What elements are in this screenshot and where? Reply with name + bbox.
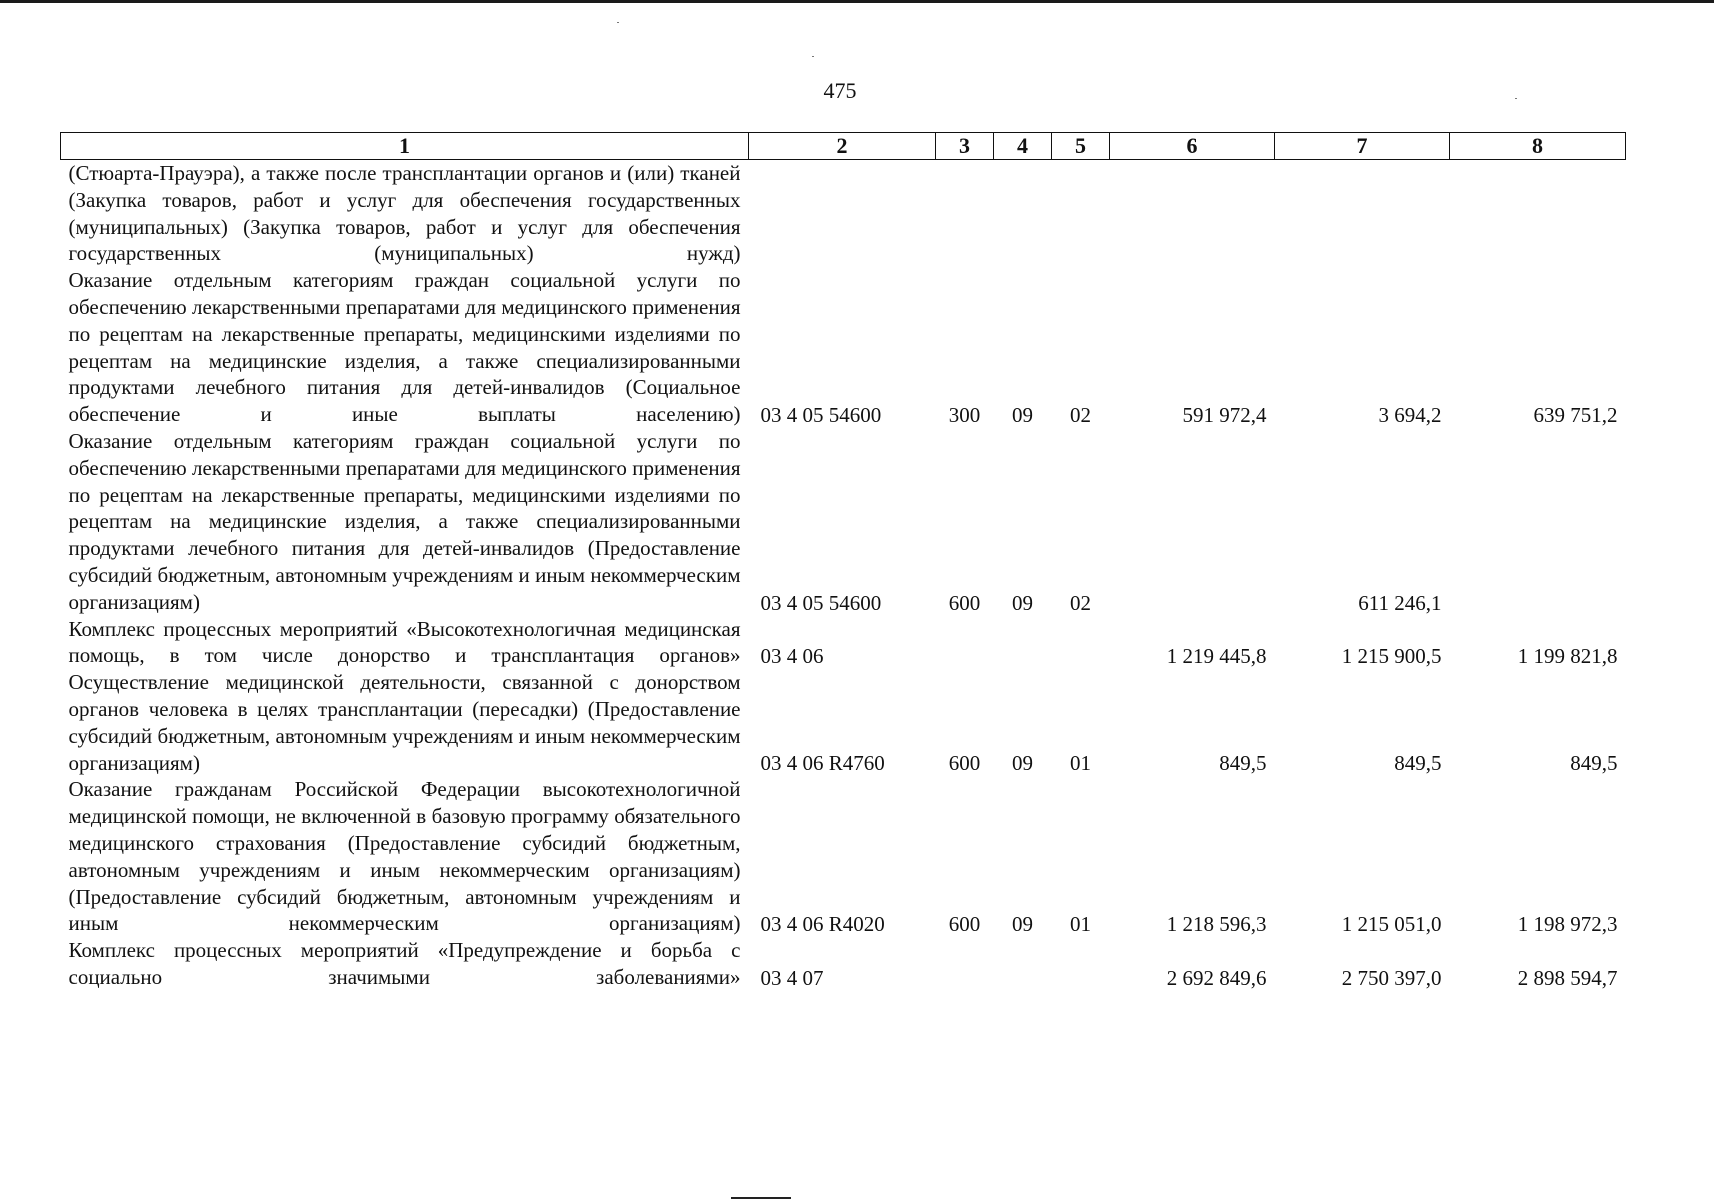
table-row <box>61 616 1626 670</box>
row-sum-2: 2 750 397,0 <box>1341 965 1442 990</box>
row-sum-1: 1 218 596,3 <box>1166 912 1267 937</box>
row-rz: 09 <box>1012 402 1033 427</box>
row-pr <box>1052 937 1110 991</box>
page-number: 475 <box>823 78 857 103</box>
row-description: (Стюарта-Прауэра), а также после трансплантации органов и (или) тканей (Закупка товаров, работ и услуг для обеспечения государственных (муниципальных) (Закупка товаров, работ и услуг для обеспечения государственных (муниципальных) нужд) <box>68 161 741 266</box>
row-pr: 01 <box>1070 912 1091 937</box>
column-header: 3 <box>936 133 994 160</box>
budget-table <box>60 132 1626 991</box>
row-sum-3: 849,5 <box>1570 751 1618 776</box>
row-code: 03 4 06 R4020 <box>760 912 885 937</box>
column-header: 8 <box>1450 133 1626 160</box>
column-header: 1 <box>61 133 749 160</box>
row-sum-3 <box>1450 428 1626 616</box>
row-description: Оказание гражданам Российской Федерации высокотехнологичной медицинской помощи, не включенной в базовую программу обязательного медицинского страхования (Предоставление субсидий бюджетным, автономным учреждениям и иным некоммерческим организациям) (Предоставление субсидий бюджетным, автономным учреждениям и иным некоммерческим организациям) <box>68 777 741 936</box>
row-description: Комплекс процессных мероприятий «Высокотехнологичная медицинская помощь, в том числе донорство и трансплантация органов» <box>68 616 741 668</box>
row-sum-2: 3 694,2 <box>1378 402 1442 427</box>
column-header: 4 <box>994 133 1052 160</box>
row-sum-1 <box>1110 160 1275 268</box>
row-rz: 09 <box>1012 590 1033 615</box>
row-sum-1: 849,5 <box>1219 751 1267 776</box>
row-rz <box>994 616 1052 670</box>
table-row <box>61 776 1626 937</box>
row-sum-3: 639 751,2 <box>1533 402 1618 427</box>
row-sum-1 <box>1110 428 1275 616</box>
row-rz <box>994 937 1052 991</box>
row-code: 03 4 05 54600 <box>760 402 882 427</box>
row-code: 03 4 06 R4760 <box>760 751 885 776</box>
row-code <box>749 160 936 268</box>
scan-top-edge <box>0 0 1714 3</box>
row-sum-3: 1 198 972,3 <box>1517 912 1618 937</box>
row-description: Осуществление медицинской деятельности, связанной с донорством органов человека в целях трансплантации (пересадки) (Предоставление субсидий бюджетным, автономным учреждениям и иным некоммерческим организациям) <box>68 670 741 775</box>
table-row <box>61 937 1626 991</box>
row-sum-3: 1 199 821,8 <box>1517 644 1618 669</box>
row-pr: 01 <box>1070 751 1091 776</box>
row-vr: 600 <box>948 590 981 615</box>
row-pr <box>1052 616 1110 670</box>
row-code: 03 4 07 <box>760 965 824 990</box>
row-rz: 09 <box>1012 912 1033 937</box>
scan-speck <box>1515 98 1517 99</box>
row-description: Комплекс процессных мероприятий «Предупреждение и борьба с социально значимыми заболеваниями» <box>68 938 741 989</box>
row-rz: 09 <box>1012 751 1033 776</box>
table-row <box>61 428 1626 616</box>
row-pr <box>1052 160 1110 268</box>
row-sum-1: 2 692 849,6 <box>1166 965 1267 990</box>
row-sum-2: 1 215 900,5 <box>1341 644 1442 669</box>
column-header: 2 <box>749 133 936 160</box>
table-row <box>61 160 1626 268</box>
row-pr: 02 <box>1070 402 1091 427</box>
scan-speck <box>812 56 814 57</box>
row-pr: 02 <box>1070 590 1091 615</box>
row-vr <box>936 937 994 991</box>
row-sum-1: 1 219 445,8 <box>1166 644 1267 669</box>
table-row <box>61 669 1626 776</box>
table-row <box>61 267 1626 428</box>
row-rz <box>994 160 1052 268</box>
row-vr: 300 <box>948 402 981 427</box>
column-header: 5 <box>1052 133 1110 160</box>
row-description: Оказание отдельным категориям граждан социальной услуги по обеспечению лекарственными препаратами для медицинского применения по рецептам на лекарственные препараты, медицинскими изделиями по рецептам на медицинские изделия, а также специализированными продуктами лечебного питания для детей-инвалидов (Социальное обеспечение и иные выплаты населению) <box>68 268 741 427</box>
table-header-row <box>61 133 1626 160</box>
column-header: 6 <box>1110 133 1275 160</box>
row-vr <box>936 160 994 268</box>
scan-bottom-mark <box>731 1197 791 1199</box>
row-sum-1: 591 972,4 <box>1182 402 1267 427</box>
row-description: Оказание отдельным категориям граждан социальной услуги по обеспечению лекарственными препаратами для медицинского применения по рецептам на лекарственные препараты, медицинскими изделиями по рецептам на медицинские изделия, а также специализированными продуктами лечебного питания для детей-инвалидов (Предоставление субсидий бюджетным, автономным учреждениям и иным некоммерческим организациям) <box>68 428 741 614</box>
row-sum-2: 849,5 <box>1394 751 1442 776</box>
row-code: 03 4 05 54600 <box>760 590 882 615</box>
row-vr <box>936 616 994 670</box>
row-sum-3 <box>1450 160 1626 268</box>
row-sum-2: 1 215 051,0 <box>1341 912 1442 937</box>
row-code: 03 4 06 <box>760 644 824 669</box>
row-vr: 600 <box>948 912 981 937</box>
row-sum-2: 611 246,1 <box>1358 590 1442 615</box>
row-vr: 600 <box>948 751 981 776</box>
row-sum-2 <box>1275 160 1450 268</box>
scan-speck <box>617 22 619 23</box>
row-sum-3: 2 898 594,7 <box>1517 965 1618 990</box>
column-header: 7 <box>1275 133 1450 160</box>
